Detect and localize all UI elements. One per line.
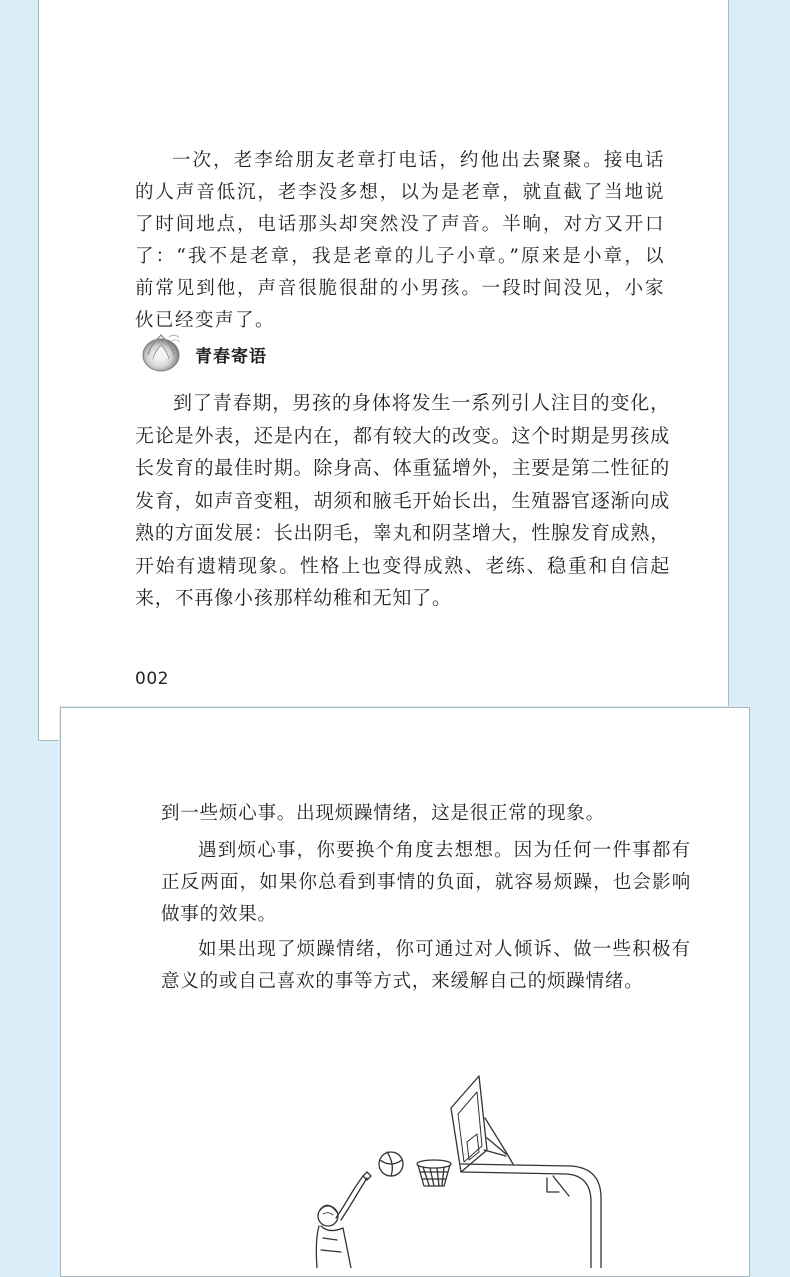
book-page-top	[38, 0, 729, 741]
boy-shooting-basketball-illustration	[301, 1068, 641, 1272]
tip-section-header	[139, 329, 267, 379]
story-paragraph: 一次，老李给朋友老章打电话，约他出去聚聚。接电话的人声音低沉，老李没多想，以为是老章，就直截了当地说了时间地点，电话那头却突然没了声音。半晌，对方又开口了：“我不是老章，我是老章的儿子小章。”原来是小章，以前常见到他，声音很脆很甜的小男孩。一段时间没见，小家伙已经变声了。	[135, 150, 665, 331]
book-page-bottom	[60, 707, 750, 1277]
advice-paragraph-1: 遇到烦心事，你要换个角度去想想。因为任何一件事都有正反两面，如果你总看到事情的负面，就容易烦躁，也会影响做事的效果。	[161, 840, 691, 925]
tip-section-paragraph: 到了青春期，男孩的身体将发生一系列引人注目的变化，无论是外表，还是内在，都有较大的改变。这个时期是男孩成长发育的最佳时期。除身高、体重猛增外，主要是第二性征的发育，如声音变粗，胡须和腋毛开始长出，生殖器官逐渐向成熟的方面发展：长出阴毛，睾丸和阴茎增大，性腺发育成熟，开始有遗精现象。性格上也变得成熟、老练、稳重和自信起来，不再像小孩那样幼稚和无知了。	[135, 392, 670, 609]
advice-paragraph-2: 如果出现了烦躁情绪，你可通过对人倾诉、做一些积极有意义的或自己喜欢的事等方式，来缓解自己的烦躁情绪。	[161, 939, 691, 992]
lotus-bud-icon	[139, 329, 185, 379]
tip-section-title: 青春寄语	[195, 346, 267, 367]
continued-paragraph: 到一些烦心事。出现烦躁情绪，这是很正常的现象。	[161, 803, 605, 824]
page-number: 002	[135, 669, 169, 689]
